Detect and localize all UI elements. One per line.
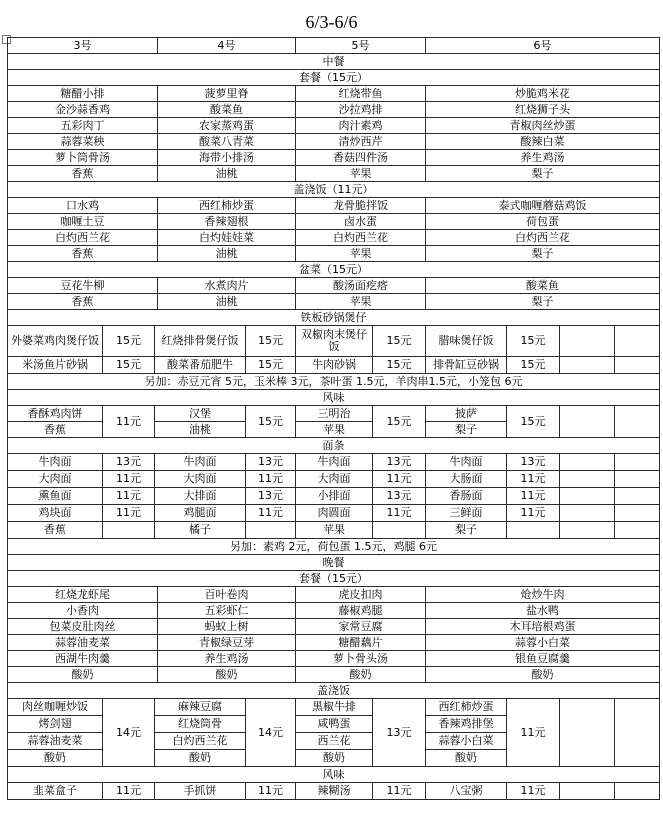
menu-table [7,37,659,814]
lunch-rice-item: 白灼西兰花 [295,229,426,246]
lunch-set-item: 酸菜鱼 [157,101,296,118]
empty-cell [559,325,615,357]
lunch-set-item: 萝卜筒骨汤 [7,149,158,166]
noodle-fruit: 苹果 [295,521,373,539]
snack-price: 11元 [102,405,155,438]
menu-item-name: 牛肉面 [425,453,507,471]
menu-item-name: 大排面 [154,487,246,505]
lunch-dish-item: 苹果 [295,293,426,310]
lunch-dish-item: 香蕉 [7,293,158,310]
lunch-rice-item: 梨子 [425,245,660,262]
empty-cell [559,470,615,488]
dinner-set-item: 蒜蓉小白菜 [425,634,660,651]
menu-item-name: 牛肉面 [154,453,246,471]
section-rice-bowl: 盖浇饭（11元） [7,181,660,198]
lunch-dish-item: 豆花牛柳 [7,277,158,294]
lunch-rice-item: 卤水蛋 [295,213,426,230]
lunch-rice-item: 龙骨脆拌饭 [295,197,426,214]
menu-item-price: 15元 [372,325,426,357]
lunch-set-item: 香蕉 [7,165,158,182]
dinner-rice-item: 酸奶 [7,749,103,767]
clay-pot-extras: 另加：赤豆元宵 5元，玉米棒 3元，茶叶蛋 1.5元，羊肉串1.5元，小笼包 6元 [7,373,660,390]
lunch-set-item: 海带小排汤 [157,149,296,166]
menu-item-name: 排骨缸豆砂锅 [425,356,507,374]
menu-item-price: 11元 [506,782,560,800]
dinner-set-item: 蒜蓉油麦菜 [7,634,158,651]
section-dish: 盆菜（15元） [7,261,660,278]
dinner-set-item: 包菜皮肚肉丝 [7,618,158,635]
menu-item-name: 肉圆面 [295,504,373,522]
snack-fruit: 苹果 [295,421,373,438]
section-snack: 风味 [7,389,660,406]
lunch-set-item: 五彩肉丁 [7,117,158,134]
snack-item: 三明治 [295,405,373,422]
dinner-set-item: 西湖牛肉羹 [7,650,158,667]
snack-price: 15元 [372,405,426,438]
lunch-rice-item: 香蕉 [7,245,158,262]
menu-item-name: 鸡腿面 [154,504,246,522]
dinner-rice-price: 13元 [372,698,426,767]
dinner-set-item: 萝卜骨头汤 [295,650,426,667]
menu-item-name: 手抓饼 [154,782,246,800]
menu-item-price: 13元 [245,453,296,471]
dinner-rice-item: 咸鸭蛋 [295,715,373,733]
lunch-rice-item: 白灼西兰花 [7,229,158,246]
snack-fruit: 香蕉 [7,421,103,438]
dinner-rice-item: 西兰花 [295,732,373,750]
menu-item-name: 熏鱼面 [7,487,103,505]
menu-item-price: 11元 [245,470,296,488]
lunch-set-item: 酸菜八青菜 [157,133,296,150]
dinner-rice-item: 肉丝咖喱炒饭 [7,698,103,716]
noodle-extras: 另加：素鸡 2元，荷包蛋 1.5元，鸡腿 6元 [7,538,660,555]
menu-item-price: 15元 [102,356,155,374]
menu-item-price: 11元 [102,470,155,488]
empty-cell [614,453,660,471]
dinner-rice-item: 香辣鸡排堡 [425,715,507,733]
menu-item-name: 腊味煲仔饭 [425,325,507,357]
section-dinner: 晚餐 [7,554,660,571]
empty-cell [506,521,560,539]
lunch-set-item: 炒脆鸡米花 [425,85,660,102]
noodle-fruit: 橘子 [154,521,246,539]
menu-item-price: 11元 [372,782,426,800]
empty-cell [614,325,660,357]
lunch-rice-item: 苹果 [295,245,426,262]
dinner-rice-item: 蒜蓉油麦菜 [7,732,103,750]
section-snack-dinner: 风味 [7,766,660,783]
dinner-rice-item: 白灼西兰花 [154,732,246,750]
dinner-rice-item: 红烧筒骨 [154,715,246,733]
dinner-set-item: 酸奶 [425,666,660,683]
dinner-rice-item: 蒜蓉小白菜 [425,732,507,750]
empty-cell [559,356,615,374]
menu-item-name: 鸡块面 [7,504,103,522]
snack-fruit: 油桃 [154,421,246,438]
empty-cell [559,405,615,438]
menu-item-price: 13元 [506,453,560,471]
lunch-dish-item: 酸菜鱼 [425,277,660,294]
empty-cell [614,356,660,374]
snack-item: 香酥鸡肉饼 [7,405,103,422]
lunch-dish-item: 油桃 [157,293,296,310]
snack-fruit: 梨子 [425,421,507,438]
menu-item-name: 辣糊汤 [295,782,373,800]
lunch-rice-item: 西红柿炒蛋 [157,197,296,214]
empty-cell [614,487,660,505]
menu-item-name: 牛肉面 [295,453,373,471]
menu-item-name: 大肉面 [154,470,246,488]
menu-item-price: 11元 [102,504,155,522]
lunch-rice-item: 白灼西兰花 [425,229,660,246]
lunch-set-item: 糖醋小排 [7,85,158,102]
section-lunch: 中餐 [7,53,660,70]
dinner-rice-price: 14元 [245,698,296,767]
empty-cell [614,698,660,767]
menu-item-name: 八宝粥 [425,782,507,800]
menu-item-name: 牛肉砂锅 [295,356,373,374]
dinner-set-item: 盐水鸭 [425,602,660,619]
store-header-5: 5号 [295,37,426,54]
dinner-set-item: 虎皮扣肉 [295,586,426,603]
dinner-rice-item: 烤剑翅 [7,715,103,733]
menu-item-name: 三鲜面 [425,504,507,522]
menu-item-name: 双椒肉末煲仔饭 [295,325,373,357]
menu-item-name: 牛肉面 [7,453,103,471]
menu-item-price: 11元 [372,470,426,488]
dinner-set-item: 家常豆腐 [295,618,426,635]
dinner-rice-item: 酸奶 [154,749,246,767]
empty-cell [559,782,615,800]
section-noodle: 面条 [7,437,660,454]
lunch-set-item: 肉汁素鸡 [295,117,426,134]
dinner-set-item: 酸奶 [7,666,158,683]
empty-cell [559,487,615,505]
dinner-rice-item: 黑椒牛排 [295,698,373,716]
empty-cell [559,453,615,471]
menu-item-name: 米汤鱼片砂锅 [7,356,103,374]
store-header-3: 3号 [7,37,158,54]
snack-item: 汉堡 [154,405,246,422]
lunch-dish-item: 梨子 [425,293,660,310]
menu-item-name: 大肉面 [7,470,103,488]
empty-cell [614,470,660,488]
snack-price: 15元 [245,405,296,438]
dinner-set-item: 百叶卷肉 [157,586,296,603]
lunch-set-item: 菠萝里脊 [157,85,296,102]
empty-cell [372,521,426,539]
empty-cell [614,782,660,800]
lunch-set-item: 红烧带鱼 [295,85,426,102]
menu-item-name: 大肉面 [295,470,373,488]
menu-item-price: 13元 [245,487,296,505]
store-header-4: 4号 [157,37,296,54]
menu-item-name: 外婆菜鸡肉煲仔饭 [7,325,103,357]
menu-item-price: 11元 [372,504,426,522]
menu-item-name: 韭菜盒子 [7,782,103,800]
empty-cell [614,521,660,539]
menu-item-price: 11元 [506,487,560,505]
empty-cell [614,504,660,522]
section-clay-pot: 铁板砂锅煲仔 [7,309,660,326]
menu-item-price: 11元 [102,782,155,800]
lunch-rice-item: 香辣翅根 [157,213,296,230]
menu-item-price: 11元 [245,504,296,522]
dinner-set-item: 小香肉 [7,602,158,619]
menu-item-price: 11元 [506,470,560,488]
lunch-dish-item: 水煮肉片 [157,277,296,294]
lunch-set-item: 苹果 [295,165,426,182]
menu-item-price: 11元 [102,487,155,505]
menu-item-name: 小排面 [295,487,373,505]
lunch-set-item: 农家蒸鸡蛋 [157,117,296,134]
menu-item-price: 13元 [372,453,426,471]
menu-item-price: 15元 [506,325,560,357]
noodle-fruit: 香蕉 [7,521,103,539]
dinner-set-item: 蚂蚁上树 [157,618,296,635]
dinner-set-item: 酸奶 [157,666,296,683]
dinner-set-item: 养生鸡汤 [157,650,296,667]
lunch-set-item: 红烧狮子头 [425,101,660,118]
noodle-fruit: 梨子 [425,521,507,539]
lunch-set-item: 香菇四件汤 [295,149,426,166]
menu-item-name: 红烧排骨煲仔饭 [154,325,246,357]
lunch-set-item: 清炒西芹 [295,133,426,150]
dinner-rice-item: 酸奶 [425,749,507,767]
snack-item: 披萨 [425,405,507,422]
lunch-set-item: 酸辣白菜 [425,133,660,150]
empty-cell [559,504,615,522]
menu-item-name: 大肠面 [425,470,507,488]
menu-item-price: 15元 [372,356,426,374]
lunch-rice-item: 口水鸡 [7,197,158,214]
lunch-set-item: 梨子 [425,165,660,182]
empty-cell [559,521,615,539]
empty-cell [245,521,296,539]
dinner-set-item: 青椒绿豆芽 [157,634,296,651]
dinner-set-item: 炝炒牛肉 [425,586,660,603]
lunch-rice-item: 咖喱土豆 [7,213,158,230]
lunch-set-item: 蒜蓉菜秧 [7,133,158,150]
lunch-set-item: 油桃 [157,165,296,182]
dinner-set-item: 酸奶 [295,666,426,683]
lunch-rice-item: 白灼娃娃菜 [157,229,296,246]
dinner-rice-item: 麻辣豆腐 [154,698,246,716]
menu-item-name: 酸菜番茄肥牛 [154,356,246,374]
store-header-6: 6号 [425,37,660,54]
menu-item-price: 15元 [245,356,296,374]
dinner-set-item: 红烧龙虾尾 [7,586,158,603]
menu-item-price: 15元 [102,325,155,357]
menu-item-price: 11元 [245,782,296,800]
menu-item-price: 13元 [372,487,426,505]
snack-price: 15元 [506,405,560,438]
dinner-rice-price: 14元 [102,698,155,767]
empty-cell [614,405,660,438]
empty-cell [102,521,155,539]
dinner-set-item: 糖醋藕片 [295,634,426,651]
lunch-dish-item: 酸汤面疙瘩 [295,277,426,294]
dinner-rice-item: 西红柿炒蛋 [425,698,507,716]
dinner-rice-item: 酸奶 [295,749,373,767]
menu-item-name: 香肠面 [425,487,507,505]
lunch-rice-item: 泰式咖喱蘑菇鸡饭 [425,197,660,214]
dinner-set-item: 木耳培根鸡蛋 [425,618,660,635]
empty-cell [559,698,615,767]
menu-item-price: 11元 [506,504,560,522]
lunch-rice-item: 荷包蛋 [425,213,660,230]
dinner-set-item: 五彩虾仁 [157,602,296,619]
menu-item-price: 15元 [245,325,296,357]
lunch-set-item: 沙拉鸡排 [295,101,426,118]
page-title: 6/3-6/6 [305,12,358,32]
lunch-set-item: 养生鸡汤 [425,149,660,166]
menu-item-price: 15元 [506,356,560,374]
section-set-meal-dinner: 套餐（15元） [7,570,660,587]
dinner-set-item: 藤椒鸡腿 [295,602,426,619]
dinner-rice-price: 11元 [506,698,560,767]
lunch-set-item: 金沙蒜香鸡 [7,101,158,118]
section-rice-bowl-dinner: 盖浇饭 [7,682,660,699]
section-set-meal: 套餐（15元） [7,69,660,86]
lunch-set-item: 青椒肉丝炒蛋 [425,117,660,134]
dinner-set-item: 银鱼豆腐羹 [425,650,660,667]
menu-item-price: 13元 [102,453,155,471]
lunch-rice-item: 油桃 [157,245,296,262]
